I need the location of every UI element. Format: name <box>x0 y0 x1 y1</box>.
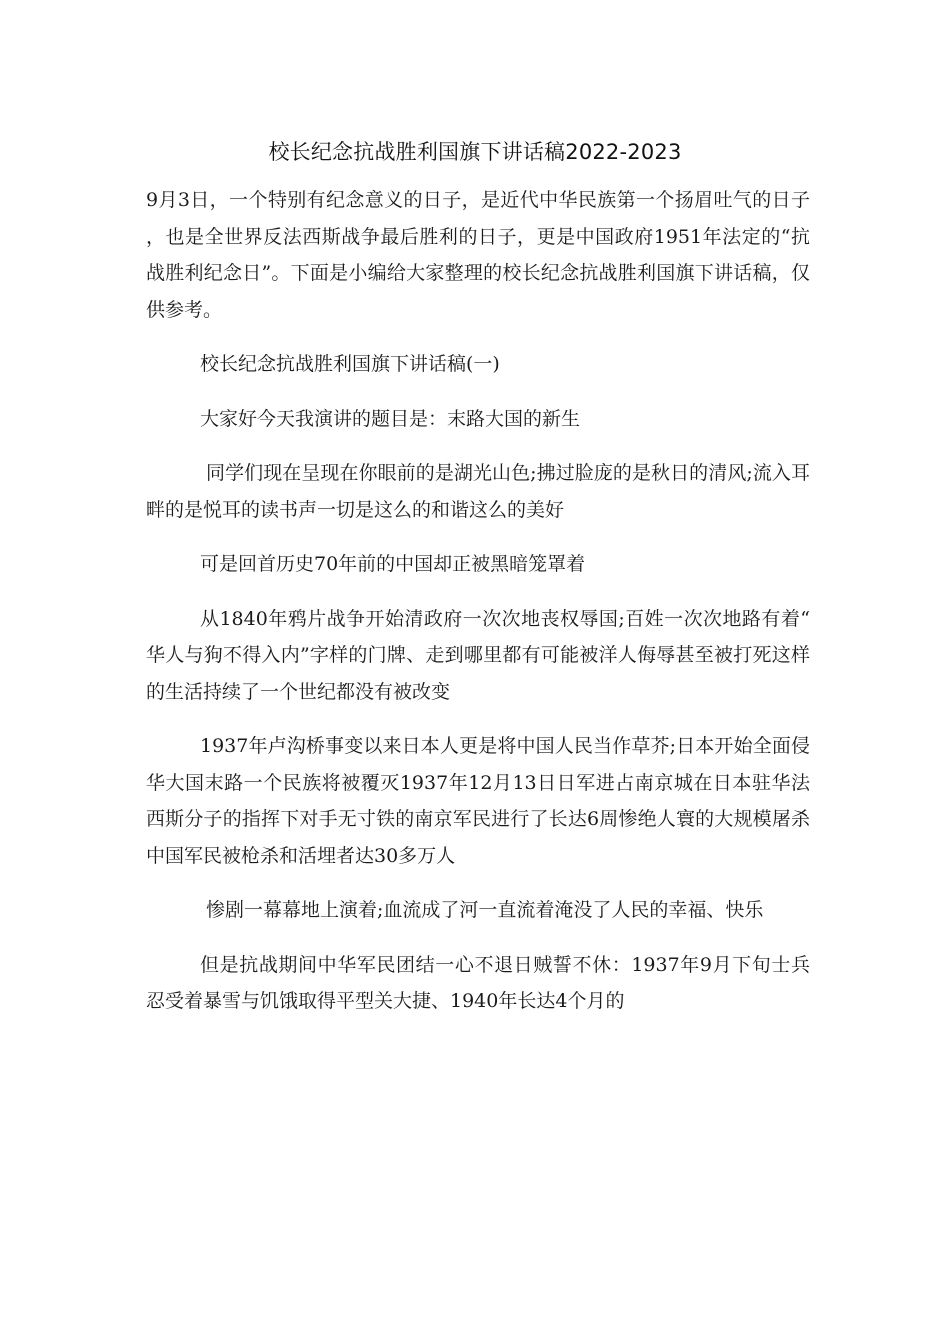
section-heading: 校长纪念抗战胜利国旗下讲话稿(一) <box>200 353 500 375</box>
speech-paragraph: 1937年卢沟桥事变以来日本人更是将中国人民当作草芥;日本开始全面侵华大国末路一个民族将被覆灭1937年12月13日日军进占南京城在日本驻华法西斯分子的指挥下对手无寸铁的南京军民进行了长达6周惨绝人寰的大规模屠杀中国军民被枪杀和活埋者达30多万人 <box>146 735 810 867</box>
speech-paragraph: 惨剧一幕幕地上演着;血流成了河一直流着淹没了人民的幸福、快乐 <box>206 899 764 921</box>
document-title: 校长纪念抗战胜利国旗下讲话稿2022-2023 <box>268 140 682 164</box>
speech-paragraph: 同学们现在呈现在你眼前的是湖光山色;拂过脸庞的是秋日的清风;流入耳畔的是悦耳的读书声一切是这么的和谐这么的美好 <box>146 462 810 521</box>
speech-paragraph: 可是回首历史70年前的中国却正被黑暗笼罩着 <box>200 553 586 575</box>
document-body <box>146 182 810 1038</box>
speech-paragraph: 但是抗战期间中华军民团结一心不退日贼誓不休：1937年9月下旬士兵忍受着暴雪与饥饿取得平型关大捷、1940年长达4个月的 <box>146 953 810 1012</box>
speech-paragraph: 从1840年鸦片战争开始清政府一次次地丧权辱国;百姓一次次地路有着“华人与狗不得入内”字样的门牌、走到哪里都有可能被洋人侮辱甚至被打死这样的生活持续了一个世纪都没有被改变 <box>146 607 810 703</box>
intro-paragraph: 9月3日，一个特别有纪念意义的日子，是近代中华民族第一个扬眉吐气的日子，也是全世界反法西斯战争最后胜利的日子，更是中国政府1951年法定的“抗战胜利纪念日”。下面是小编给大家整理的校长纪念抗战胜利国旗下讲话稿，仅供参考。 <box>146 189 810 321</box>
speech-paragraph: 大家好今天我演讲的题目是：末路大国的新生 <box>200 407 581 430</box>
